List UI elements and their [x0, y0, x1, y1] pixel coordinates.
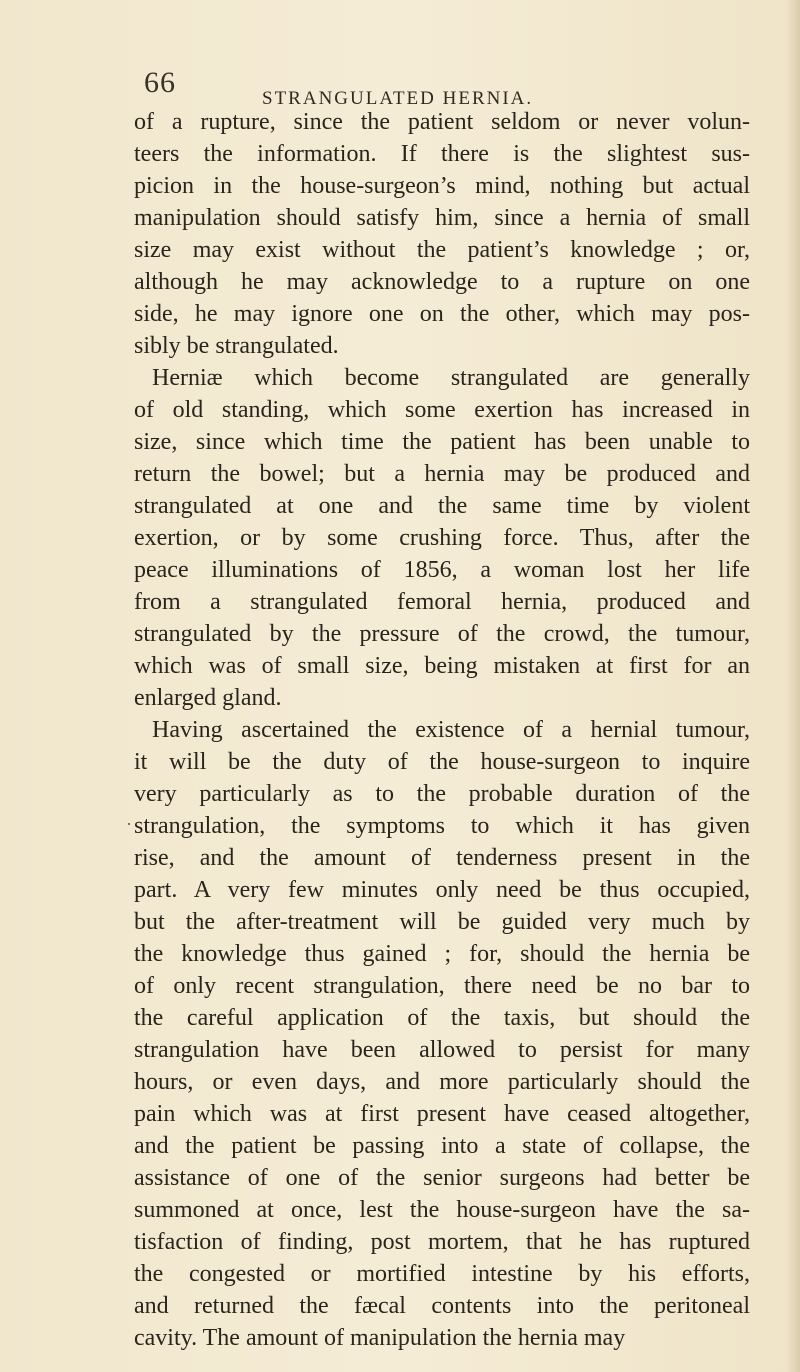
text-line: and the patient be passing into a state of collapse, the [134, 1133, 750, 1159]
text-line: enlarged gland. [134, 685, 282, 711]
text-line: and returned the fæcal contents into the peritoneal [134, 1293, 750, 1319]
text-line: strangulated at one and the same time by violent [134, 493, 750, 519]
text-line: return the bowel; but a hernia may be produced and [134, 461, 750, 487]
text-line: teers the information. If there is the slightest sus- [134, 141, 750, 167]
page-edge-shadow [786, 0, 800, 1372]
text-line: although he may acknowledge to a rupture on one [134, 269, 750, 295]
text-line: hours, or even days, and more particularly should the [134, 1069, 750, 1095]
margin-mark: · [126, 814, 132, 834]
text-line: the knowledge thus gained ; for, should the hernia be [134, 941, 750, 967]
text-line: but the after-treatment will be guided very much by [134, 909, 750, 935]
text-line: tisfaction of finding, post mortem, that he has ruptured [134, 1229, 750, 1255]
text-line: side, he may ignore one on the other, which may pos- [134, 301, 750, 327]
text-line: manipulation should satisfy him, since a hernia of small [134, 205, 750, 231]
text-line: exertion, or by some crushing force. Thus, after the [134, 525, 750, 551]
text-line: assistance of one of the senior surgeons had better be [134, 1165, 750, 1191]
page-number: 66 [144, 66, 176, 99]
text-line: cavity. The amount of manipulation the hernia may [134, 1325, 626, 1351]
text-line: size may exist without the patient’s knowledge ; or, [134, 237, 750, 263]
text-line: summoned at once, lest the house-surgeon have the sa- [134, 1197, 750, 1223]
text-line: of old standing, which some exertion has increased in [134, 397, 750, 423]
text-line: part. A very few minutes only need be thus occupied, [134, 877, 750, 903]
paragraph-first-line: Herniæ which become strangulated are generally [152, 365, 750, 391]
text-line: the congested or mortified intestine by his efforts, [134, 1261, 750, 1287]
text-line: of a rupture, since the patient seldom or never volun- [134, 109, 750, 135]
text-line: strangulation, the symptoms to which it has given [134, 813, 750, 839]
text-line: strangulation have been allowed to persist for many [134, 1037, 750, 1063]
text-line: strangulated by the pressure of the crowd, the tumour, [134, 621, 750, 647]
text-line: peace illuminations of 1856, a woman lost her life [134, 557, 750, 583]
text-line: of only recent strangulation, there need be no bar to [134, 973, 750, 999]
running-head: STRANGULATED HERNIA. [262, 88, 534, 109]
text-line: size, since which time the patient has been unable to [134, 429, 750, 455]
text-line: sibly be strangulated. [134, 333, 339, 359]
text-line: rise, and the amount of tenderness present in the [134, 845, 750, 871]
body-text [134, 106, 750, 1354]
text-line: pain which was at first present have ceased altogether, [134, 1101, 750, 1127]
paragraph-first-line: Having ascertained the existence of a hernial tumour, [152, 717, 750, 743]
text-line: very particularly as to the probable duration of the [134, 781, 750, 807]
text-line: picion in the house-surgeon’s mind, nothing but actual [134, 173, 750, 199]
text-line: it will be the duty of the house-surgeon to inquire [134, 749, 750, 775]
text-line: from a strangulated femoral hernia, produced and [134, 589, 750, 615]
text-line: which was of small size, being mistaken at first for an [134, 653, 750, 679]
text-line: the careful application of the taxis, but should the [134, 1005, 750, 1031]
